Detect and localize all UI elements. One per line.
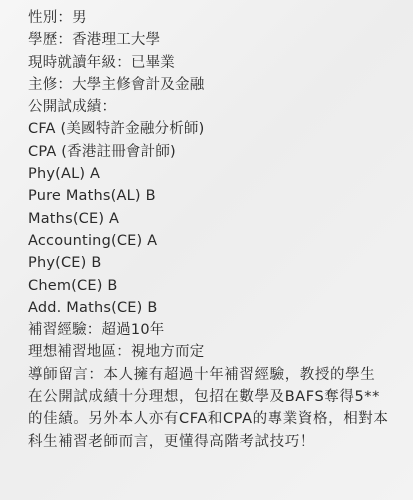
result-item: CFA (美國特許金融分析師) (28, 121, 205, 138)
gender-line: 性別：男 (28, 10, 87, 26)
exam-results-heading: 公開試成績： (28, 99, 117, 116)
result-item: Maths(CE) A (28, 210, 120, 227)
experience-line: 補習經驗：超過10年 (28, 322, 165, 339)
result-item: Accounting(CE) A (28, 232, 158, 249)
result-item: CPA (香港註冊會計師) (28, 143, 176, 160)
result-item: Add. Maths(CE) B (28, 299, 158, 316)
tutor-profile (28, 7, 400, 453)
major-line: 主修：大學主修會計及金融 (28, 76, 205, 93)
tutor-message: 導師留言：本人擁有超過十年補習經驗，教授的學生在公開試成績十分理想，包招在數學及BAFS奪得5**的佳績。另外本人亦有CFA和CPA的專業資格，相對本科生補習老師而言，更懂得高階考試技巧！ (28, 366, 389, 450)
result-item: Chem(CE) B (28, 277, 118, 294)
result-item: Phy(AL) A (28, 166, 101, 183)
result-item: Phy(CE) B (28, 255, 102, 272)
result-item: Pure Maths(AL) B (28, 188, 156, 205)
study-year-line: 現時就讀年級：已畢業 (28, 54, 175, 71)
area-line: 理想補習地區：視地方而定 (28, 344, 205, 361)
education-line: 學歷：香港理工大學 (28, 32, 161, 49)
